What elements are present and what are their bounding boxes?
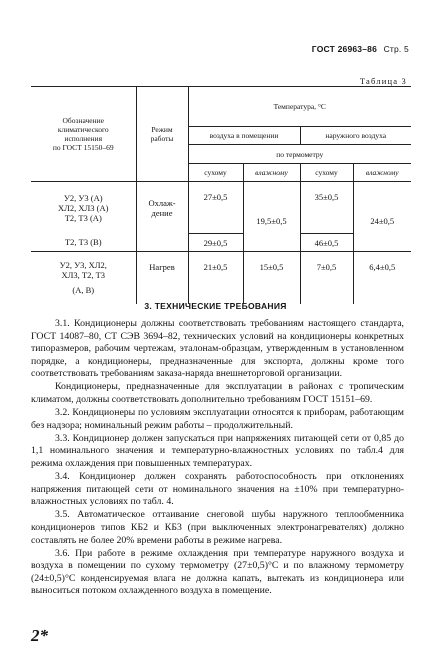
paragraph: 3.1. Кондиционеры должны соответствовать требованиям настоящего стандарта, ГОСТ 14087–80, СТ СЭВ 3694–82, технических условий на кондиционеры конкретных типоразмеров, рабочим чертежам, эталонам-образцам, утвержденным в установленном порядке, а кондиционеры, предназначенные для экспорта, должны кроме того соответствовать требованиям заказа-наряда внешнеторговой организации. bbox=[31, 318, 404, 380]
header-designation: Обозначение климатического исполнения по ГОСТ 15150–69 bbox=[31, 87, 136, 182]
header-dry-indoor: сухому bbox=[188, 164, 243, 182]
table-title: Таблица 3 bbox=[359, 76, 407, 86]
header-mode: Режим работы bbox=[136, 87, 188, 182]
row-designation: У2, У3 (А) ХЛ2, ХЛ3 (А) Т2, Т3 (А) bbox=[31, 182, 136, 234]
cell-dry-outdoor: 46±0,5 bbox=[300, 234, 353, 252]
row-mode: Охлаж- дение bbox=[136, 182, 188, 234]
cell-dry-outdoor: 35±0,5 bbox=[300, 182, 353, 234]
page-number: Стр. 5 bbox=[383, 44, 409, 54]
cell-wet-indoor: 15±0,5 bbox=[243, 252, 300, 304]
cell-dry-outdoor: 7±0,5 bbox=[300, 252, 353, 304]
row-designation: Т2, Т3 (В) bbox=[31, 234, 136, 252]
cell-dry-indoor: 27±0,5 bbox=[188, 182, 243, 234]
paragraph: 3.4. Кондиционер должен сохранять работоспособность при отклонениях напряжения питающей сети от номинального значения на ±10% при температурно-влажностных условиях по табл. 4. bbox=[31, 471, 404, 508]
header-outdoor: наружного воздуха bbox=[300, 127, 411, 145]
paragraph: 3.2. Кондиционеры по условиям эксплуатации относятся к приборам, работающим без надзора; номинальный режим работы – продолжительный. bbox=[31, 407, 404, 431]
row-mode: Нагрев bbox=[136, 252, 188, 304]
row-designation: У2, У3, ХЛ2, ХЛ3, Т2, Т3 (А, В) bbox=[31, 252, 136, 304]
header-temperature: Температура, °С bbox=[188, 87, 411, 127]
page-header bbox=[312, 44, 409, 54]
cell-dry-indoor: 21±0,5 bbox=[188, 252, 243, 304]
body-text bbox=[31, 318, 404, 599]
cell-wet-outdoor bbox=[353, 234, 411, 252]
table-row bbox=[31, 234, 411, 252]
cell-wet-outdoor: 24±0,5 bbox=[353, 182, 411, 234]
table-row bbox=[31, 252, 411, 304]
cell-wet-indoor: 19,5±0,5 bbox=[243, 182, 300, 234]
climate-table bbox=[31, 86, 411, 304]
cell-dry-indoor: 29±0,5 bbox=[188, 234, 243, 252]
cell-wet-outdoor: 6,4±0,5 bbox=[353, 252, 411, 304]
header-by-thermometer: по термометру bbox=[188, 145, 411, 164]
paragraph: Кондиционеры, предназначенные для эксплуатации в районах с тропическим климатом, должны соответствовать дополнительно требованиям ГОСТ 15151–69. bbox=[31, 381, 404, 406]
row-mode bbox=[136, 234, 188, 252]
paragraph: 3.5. Автоматическое оттаивание снеговой шубы наружного теплообменника кондиционеров типов КБ2 и КБ3 (при выключенных электронагревателях) должно составлять не более 20% времени работы в режиме нагрева. bbox=[31, 509, 404, 546]
section-title: 3. ТЕХНИЧЕСКИЕ ТРЕБОВАНИЯ bbox=[144, 301, 287, 311]
header-indoor: воздуха в помещении bbox=[188, 127, 300, 145]
cell-wet-indoor bbox=[243, 234, 300, 252]
paragraph: 3.6. При работе в режиме охлаждения при температуре наружного воздуха и воздуха в помещении по сухому термометру (27±0,5)°С и по влажному термометру (24±0,5)°С конденсируемая влага не должна капать, вытекать из кондиционера или выноситься потоком охлажденного воздуха в помещение. bbox=[31, 547, 404, 597]
header-wet-indoor: влажному bbox=[243, 164, 300, 182]
paragraph: 3.3. Кондиционер должен запускаться при напряжениях питающей сети от 0,85 до 1,1 номинального значения и температурно-влажностных условиях по табл.4 для режима охлаждения при повышенных температурах. bbox=[31, 432, 404, 470]
header-wet-outdoor: влажному bbox=[353, 164, 411, 182]
standard-code: ГОСТ 26963–86 bbox=[311, 44, 378, 54]
header-dry-outdoor: сухому bbox=[300, 164, 353, 182]
table-row bbox=[31, 182, 411, 234]
signature-mark: 2* bbox=[31, 626, 48, 645]
